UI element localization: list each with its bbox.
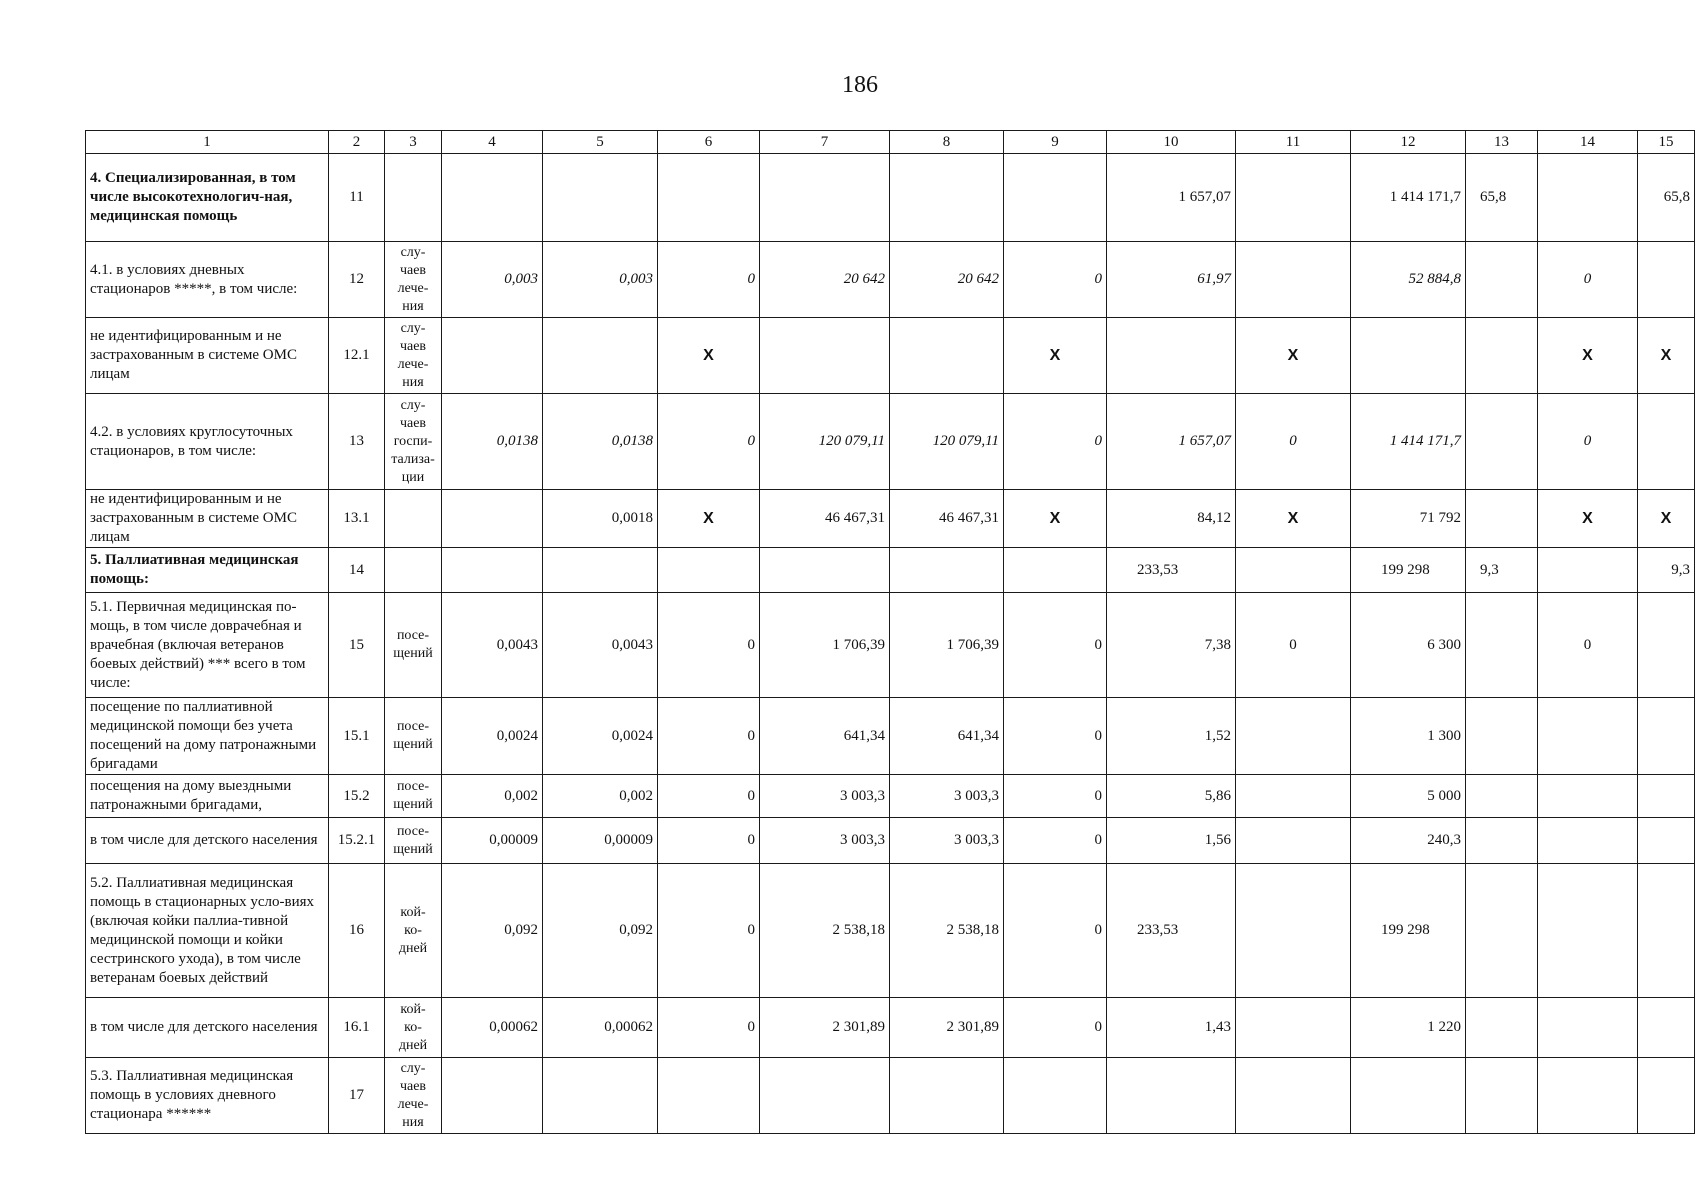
value-cell: 3 003,3: [890, 775, 1004, 818]
value-cell: 0,0018: [543, 490, 658, 548]
row-number: 11: [329, 154, 385, 242]
x-mark-cell: X: [1538, 490, 1638, 548]
value-cell: [1538, 698, 1638, 775]
value-cell: 1 300: [1351, 698, 1466, 775]
value-cell: [1538, 1058, 1638, 1134]
value-cell: 1 414 171,7: [1351, 154, 1466, 242]
value-cell: 120 079,11: [760, 394, 890, 490]
value-cell: [658, 1058, 760, 1134]
table-row: [86, 698, 1695, 775]
value-cell: [890, 154, 1004, 242]
unit-cell: [385, 548, 442, 593]
value-cell: [1638, 775, 1695, 818]
unit-cell: посе- щений: [385, 775, 442, 818]
value-cell: [1236, 154, 1351, 242]
row-label: в том числе для детского населения: [86, 818, 329, 864]
value-cell: 0: [1004, 242, 1107, 318]
value-cell: 0,092: [442, 864, 543, 998]
value-cell: [1236, 698, 1351, 775]
x-mark-cell: X: [1236, 318, 1351, 394]
header-cell: 1: [86, 131, 329, 154]
value-cell: [543, 318, 658, 394]
header-cell: 8: [890, 131, 1004, 154]
value-cell: [1466, 775, 1538, 818]
value-cell: 0,0138: [543, 394, 658, 490]
value-cell: 199 298: [1351, 548, 1466, 593]
table-row: [86, 1058, 1695, 1134]
unit-cell: посе- щений: [385, 818, 442, 864]
value-cell: 6 300: [1351, 593, 1466, 698]
data-table: [85, 130, 1695, 1134]
row-number: 13: [329, 394, 385, 490]
unit-cell: посе- щений: [385, 698, 442, 775]
value-cell: [1351, 318, 1466, 394]
x-mark-cell: X: [1236, 490, 1351, 548]
value-cell: [1004, 154, 1107, 242]
value-cell: [1236, 864, 1351, 998]
table-row: [86, 998, 1695, 1058]
unit-cell: слу- чаев лече- ния: [385, 1058, 442, 1134]
value-cell: 0,0043: [543, 593, 658, 698]
unit-cell: кой- ко- дней: [385, 864, 442, 998]
value-cell: [1107, 1058, 1236, 1134]
x-mark-cell: X: [658, 490, 760, 548]
value-cell: [760, 154, 890, 242]
value-cell: 1 414 171,7: [1351, 394, 1466, 490]
value-cell: 0: [1538, 394, 1638, 490]
value-cell: [543, 548, 658, 593]
value-cell: [1538, 548, 1638, 593]
row-label: 5.1. Первичная медицинская по-мощь, в том числе доврачебная и врачебная (включая ветеранов боевых действий) *** всего в том числе:: [86, 593, 329, 698]
value-cell: 1,56: [1107, 818, 1236, 864]
value-cell: [658, 154, 760, 242]
value-cell: 0: [658, 593, 760, 698]
value-cell: 0,0024: [543, 698, 658, 775]
value-cell: [1466, 394, 1538, 490]
value-cell: 0,00062: [543, 998, 658, 1058]
header-cell: 4: [442, 131, 543, 154]
unit-cell: слу- чаев лече- ния: [385, 242, 442, 318]
x-mark-cell: X: [1638, 318, 1695, 394]
value-cell: [890, 318, 1004, 394]
row-label: 4. Специализированная, в том числе высокотехнологич-ная, медицинская помощь: [86, 154, 329, 242]
value-cell: 0,002: [543, 775, 658, 818]
header-cell: 10: [1107, 131, 1236, 154]
value-cell: [1236, 1058, 1351, 1134]
header-cell: 11: [1236, 131, 1351, 154]
header-cell: 5: [543, 131, 658, 154]
value-cell: [760, 318, 890, 394]
x-mark-cell: X: [1004, 490, 1107, 548]
unit-cell: [385, 490, 442, 548]
header-cell: 12: [1351, 131, 1466, 154]
value-cell: 0,003: [442, 242, 543, 318]
value-cell: 0,0024: [442, 698, 543, 775]
x-mark-cell: X: [658, 318, 760, 394]
value-cell: [1466, 818, 1538, 864]
value-cell: [1351, 1058, 1466, 1134]
table-row: [86, 394, 1695, 490]
value-cell: 0: [1004, 998, 1107, 1058]
value-cell: [1466, 593, 1538, 698]
table-row: [86, 242, 1695, 318]
row-number: 14: [329, 548, 385, 593]
value-cell: [1466, 1058, 1538, 1134]
value-cell: [1236, 775, 1351, 818]
value-cell: 0,003: [543, 242, 658, 318]
header-cell: 3: [385, 131, 442, 154]
x-mark-cell: X: [1538, 318, 1638, 394]
value-cell: 2 301,89: [890, 998, 1004, 1058]
value-cell: 0: [1004, 864, 1107, 998]
value-cell: 0: [658, 394, 760, 490]
row-label: 5.2. Паллиативная медицинская помощь в стационарных усло-виях (включая койки паллиа-тивной медицинской помощи и койки сестринского ухода), в том числе ветеранам боевых действий: [86, 864, 329, 998]
value-cell: [1466, 998, 1538, 1058]
header-cell: 6: [658, 131, 760, 154]
value-cell: [442, 548, 543, 593]
value-cell: 0: [658, 998, 760, 1058]
value-cell: 0,0138: [442, 394, 543, 490]
value-cell: 641,34: [890, 698, 1004, 775]
value-cell: 2 538,18: [760, 864, 890, 998]
row-label: 5. Паллиативная медицинская помощь:: [86, 548, 329, 593]
value-cell: 2 538,18: [890, 864, 1004, 998]
value-cell: [543, 1058, 658, 1134]
row-number: 15.2.1: [329, 818, 385, 864]
row-label: посещение по паллиативной медицинской помощи без учета посещений на дому патронажными бригадами: [86, 698, 329, 775]
value-cell: 233,53: [1107, 864, 1236, 998]
table-row: [86, 490, 1695, 548]
value-cell: 1,52: [1107, 698, 1236, 775]
value-cell: 0: [1538, 242, 1638, 318]
value-cell: 20 642: [760, 242, 890, 318]
value-cell: 1 220: [1351, 998, 1466, 1058]
value-cell: 0,00009: [442, 818, 543, 864]
value-cell: 46 467,31: [760, 490, 890, 548]
row-number: 17: [329, 1058, 385, 1134]
value-cell: [1638, 864, 1695, 998]
row-label: посещения на дому выездными патронажными бригадами,: [86, 775, 329, 818]
value-cell: 1 706,39: [890, 593, 1004, 698]
value-cell: 0: [658, 818, 760, 864]
value-cell: [442, 490, 543, 548]
header-cell: 9: [1004, 131, 1107, 154]
table-row: [86, 548, 1695, 593]
row-number: 16: [329, 864, 385, 998]
value-cell: 199 298: [1351, 864, 1466, 998]
header-row: [86, 131, 1695, 154]
value-cell: [1236, 818, 1351, 864]
value-cell: [1466, 318, 1538, 394]
value-cell: [890, 1058, 1004, 1134]
value-cell: [1004, 1058, 1107, 1134]
value-cell: [1236, 548, 1351, 593]
row-label: 4.1. в условиях дневных стационаров *****, в том числе:: [86, 242, 329, 318]
value-cell: 3 003,3: [760, 818, 890, 864]
unit-cell: слу- чаев лече- ния: [385, 318, 442, 394]
value-cell: 0: [658, 775, 760, 818]
value-cell: [1538, 864, 1638, 998]
value-cell: [760, 1058, 890, 1134]
row-number: 15.1: [329, 698, 385, 775]
value-cell: [543, 154, 658, 242]
value-cell: 0: [1004, 818, 1107, 864]
row-number: 15.2: [329, 775, 385, 818]
unit-cell: [385, 154, 442, 242]
header-cell: 14: [1538, 131, 1638, 154]
value-cell: [1538, 818, 1638, 864]
row-number: 12: [329, 242, 385, 318]
row-label: не идентифицированным и не застрахованным в системе ОМС лицам: [86, 318, 329, 394]
value-cell: [760, 548, 890, 593]
value-cell: 240,3: [1351, 818, 1466, 864]
value-cell: 7,38: [1107, 593, 1236, 698]
unit-cell: слу- чаев госпи- тализа- ции: [385, 394, 442, 490]
value-cell: 233,53: [1107, 548, 1236, 593]
value-cell: [1466, 698, 1538, 775]
value-cell: 65,8: [1466, 154, 1538, 242]
value-cell: 0: [1004, 593, 1107, 698]
value-cell: [1236, 242, 1351, 318]
value-cell: [1638, 242, 1695, 318]
row-number: 16.1: [329, 998, 385, 1058]
value-cell: 5 000: [1351, 775, 1466, 818]
value-cell: [1638, 818, 1695, 864]
value-cell: 0,00062: [442, 998, 543, 1058]
row-number: 15: [329, 593, 385, 698]
value-cell: [1466, 864, 1538, 998]
value-cell: [1638, 698, 1695, 775]
header-cell: 2: [329, 131, 385, 154]
value-cell: 20 642: [890, 242, 1004, 318]
value-cell: 0,00009: [543, 818, 658, 864]
table-row: [86, 818, 1695, 864]
value-cell: 3 003,3: [760, 775, 890, 818]
value-cell: 1 706,39: [760, 593, 890, 698]
table-row: [86, 593, 1695, 698]
value-cell: 0: [1004, 394, 1107, 490]
value-cell: 0: [1004, 698, 1107, 775]
value-cell: [442, 318, 543, 394]
value-cell: 9,3: [1466, 548, 1538, 593]
table-row: [86, 864, 1695, 998]
header-cell: 7: [760, 131, 890, 154]
value-cell: 52 884,8: [1351, 242, 1466, 318]
unit-cell: посе- щений: [385, 593, 442, 698]
x-mark-cell: X: [1004, 318, 1107, 394]
row-label: 5.3. Паллиативная медицинская помощь в условиях дневного стационара ******: [86, 1058, 329, 1134]
value-cell: 71 792: [1351, 490, 1466, 548]
value-cell: 0,0043: [442, 593, 543, 698]
value-cell: 65,8: [1638, 154, 1695, 242]
page-number: 186: [842, 72, 878, 98]
value-cell: [442, 1058, 543, 1134]
value-cell: 0: [1004, 775, 1107, 818]
value-cell: 61,97: [1107, 242, 1236, 318]
table-row: [86, 154, 1695, 242]
value-cell: [1638, 1058, 1695, 1134]
value-cell: [1538, 775, 1638, 818]
value-cell: [1107, 318, 1236, 394]
value-cell: 46 467,31: [890, 490, 1004, 548]
value-cell: 84,12: [1107, 490, 1236, 548]
value-cell: [658, 548, 760, 593]
value-cell: 641,34: [760, 698, 890, 775]
header-cell: 13: [1466, 131, 1538, 154]
value-cell: [1466, 490, 1538, 548]
value-cell: [890, 548, 1004, 593]
row-number: 13.1: [329, 490, 385, 548]
unit-cell: кой- ко- дней: [385, 998, 442, 1058]
value-cell: 2 301,89: [760, 998, 890, 1058]
value-cell: 0: [1236, 593, 1351, 698]
value-cell: [1236, 998, 1351, 1058]
value-cell: 120 079,11: [890, 394, 1004, 490]
row-number: 12.1: [329, 318, 385, 394]
value-cell: [1466, 242, 1538, 318]
row-label: в том числе для детского населения: [86, 998, 329, 1058]
value-cell: [1638, 593, 1695, 698]
value-cell: 0: [658, 242, 760, 318]
value-cell: 1 657,07: [1107, 394, 1236, 490]
value-cell: [1538, 998, 1638, 1058]
value-cell: 0,002: [442, 775, 543, 818]
value-cell: [1638, 998, 1695, 1058]
value-cell: 3 003,3: [890, 818, 1004, 864]
value-cell: 1,43: [1107, 998, 1236, 1058]
value-cell: 5,86: [1107, 775, 1236, 818]
value-cell: 0: [1236, 394, 1351, 490]
value-cell: 1 657,07: [1107, 154, 1236, 242]
row-label: 4.2. в условиях круглосуточных стационаров, в том числе:: [86, 394, 329, 490]
value-cell: 0,092: [543, 864, 658, 998]
row-label: не идентифицированным и не застрахованным в системе ОМС лицам: [86, 490, 329, 548]
value-cell: [1538, 154, 1638, 242]
value-cell: 0: [1538, 593, 1638, 698]
table-row: [86, 775, 1695, 818]
value-cell: [1004, 548, 1107, 593]
value-cell: 0: [658, 864, 760, 998]
x-mark-cell: X: [1638, 490, 1695, 548]
value-cell: [1638, 394, 1695, 490]
value-cell: 9,3: [1638, 548, 1695, 593]
header-cell: 15: [1638, 131, 1695, 154]
value-cell: 0: [658, 698, 760, 775]
table-row: [86, 318, 1695, 394]
value-cell: [442, 154, 543, 242]
